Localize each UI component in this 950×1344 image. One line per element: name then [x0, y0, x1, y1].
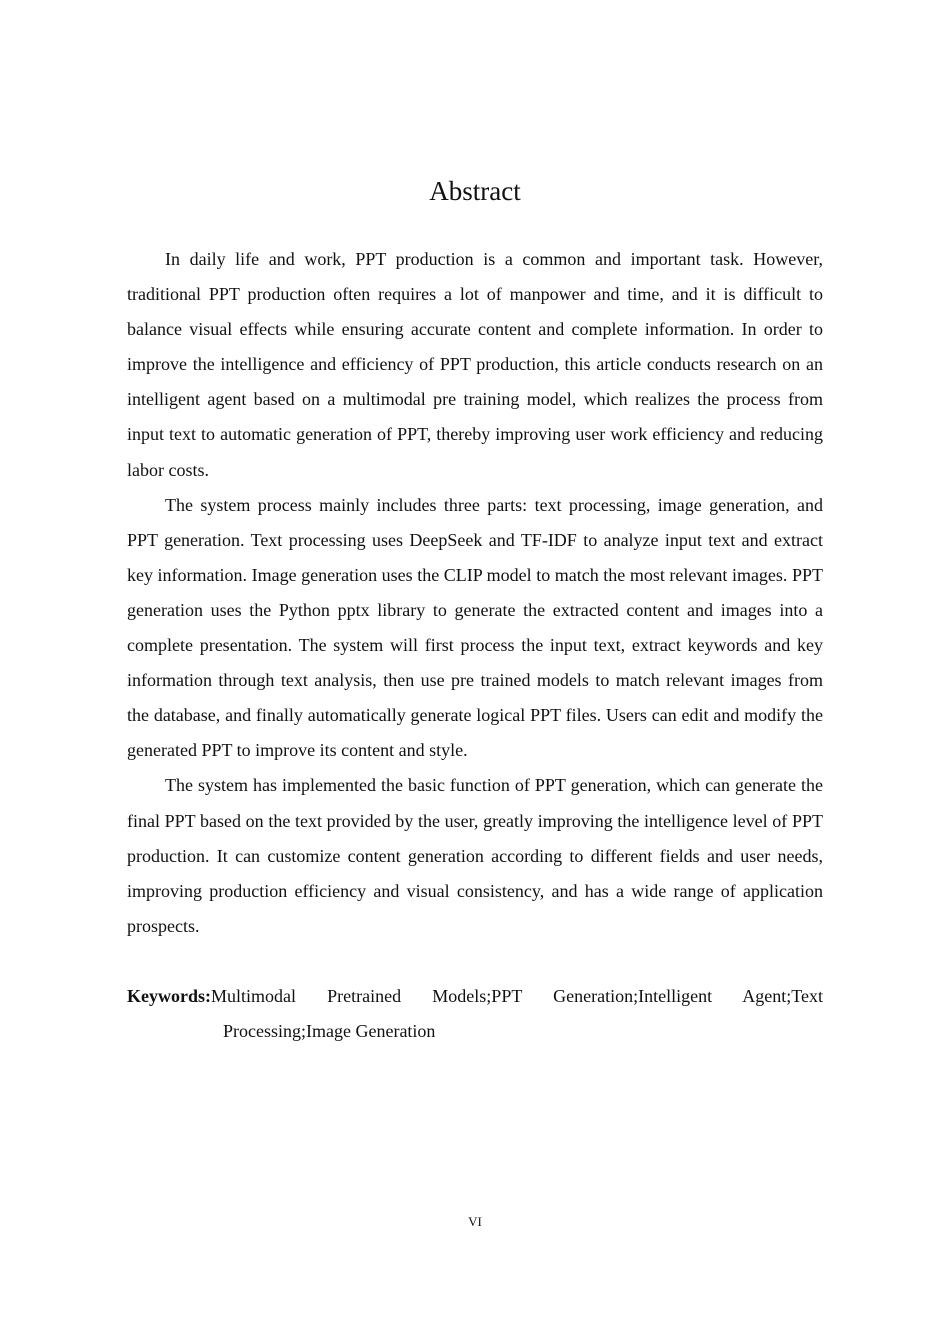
abstract-body — [127, 242, 823, 944]
page-title: Abstract — [429, 176, 521, 206]
abstract-paragraph-1: In daily life and work, PPT production is a common and important task. However, traditional PPT production often requires a lot of manpower and time, and it is difficult to balance visual effects while ensuring accurate content and complete information. In order to improve the intelligence and efficiency of PPT production, this article conducts research on an intelligent agent based on a multimodal pre training model, which realizes the process from input text to automatic generation of PPT, thereby improving user work efficiency and reducing labor costs. — [127, 249, 823, 480]
abstract-paragraph-2: The system process mainly includes three parts: text processing, image generation, and PPT generation. Text processing uses DeepSeek and TF-IDF to analyze input text and extract key information. Image generation uses the CLIP model to match the most relevant images. PPT generation uses the Python pptx library to generate the extracted content and images into a complete presentation. The system will first process the input text, extract keywords and key information through text analysis, then use pre trained models to match relevant images from the database, and finally automatically generate logical PPT files. Users can edit and modify the generated PPT to improve its content and style. — [127, 494, 823, 761]
keywords-text: Multimodal Pretrained Models;PPT Generation;Intelligent Agent;Text Processing;Image Generation — [211, 986, 823, 1041]
abstract-paragraph-3: The system has implemented the basic function of PPT generation, which can generate the final PPT based on the text provided by the user, greatly improving the intelligence level of PPT production. It can customize content generation according to different fields and user needs, improving production efficiency and visual consistency, and has a wide range of application prospects. — [127, 775, 823, 936]
keywords-label: Keywords: — [127, 986, 211, 1006]
page-number: VI — [468, 1214, 482, 1229]
keywords-section — [127, 979, 823, 1049]
